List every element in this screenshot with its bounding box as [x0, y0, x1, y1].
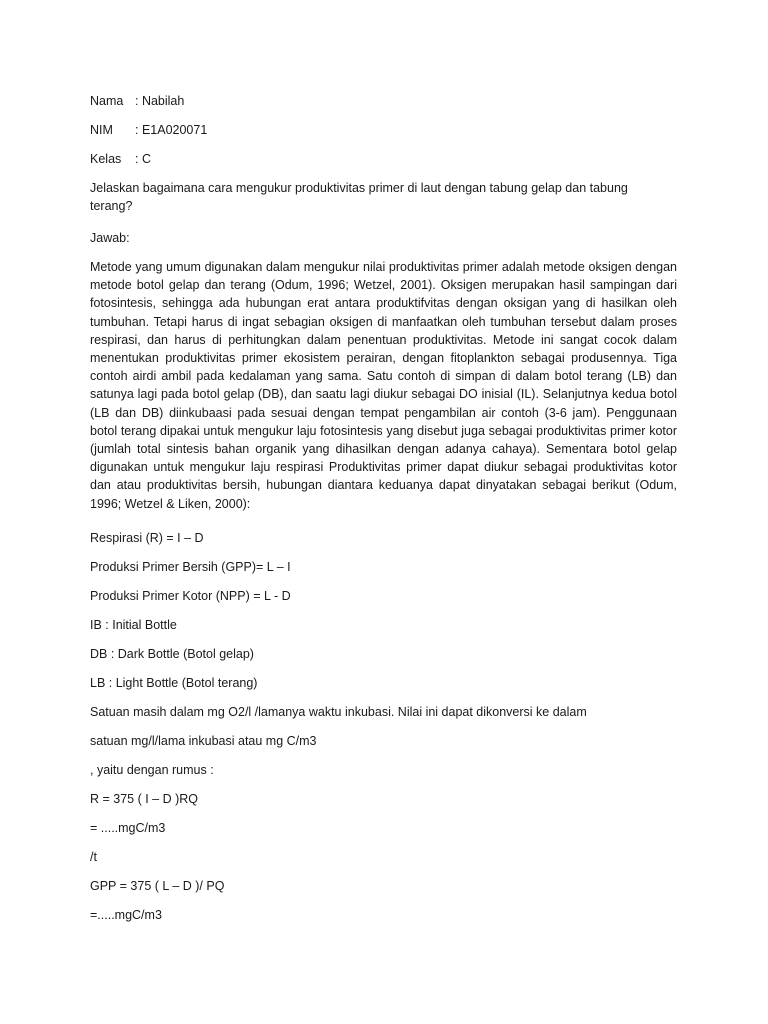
- nim-line: [90, 121, 207, 139]
- unit-note-2: satuan mg/l/lama inkubasi atau mg C/m3: [90, 734, 317, 748]
- formula-r: R = 375 ( I – D )RQ: [90, 792, 199, 806]
- formula-npp: Produksi Primer Kotor (NPP) = L - D: [90, 589, 291, 603]
- definition-lb: LB : Light Bottle (Botol terang): [90, 676, 258, 690]
- name-line: [90, 92, 184, 110]
- class-label: Kelas: [90, 152, 122, 166]
- formula-intro: , yaitu dengan rumus :: [90, 763, 214, 777]
- definition-db: DB : Dark Bottle (Botol gelap): [90, 647, 254, 661]
- name-value: : Nabilah: [135, 94, 185, 108]
- formula-gpp: Produksi Primer Bersih (GPP)= L – I: [90, 560, 291, 574]
- formula-respirasi: Respirasi (R) = I – D: [90, 531, 204, 545]
- answer-label: Jawab:: [90, 231, 130, 245]
- formula-gpp-result: =.....mgC/m3: [90, 908, 162, 922]
- formula-per-t: /t: [90, 850, 97, 864]
- answer-paragraph: Metode yang umum digunakan dalam mengukur nilai produktivitas primer adalah metode oksigen dengan metode botol gelap dan terang (Odum, 1996; Wetzel, 2001). Oksigen merupakan hasil sampingan dari fotosintesis, sehingga ada hubungan erat antara produktifvitas dengan oksigan yang di hasilkan oleh tumbuhan. Tetapi harus di ingat sebagian oksigen di manfaatkan oleh tumbuhan tersebut dalam proses respirasi, dan harus di perhitungkan dalam penentuan produktivitas. Metode ini sangat cocok dalam menentukan produktivitas primer ekosistem perairan, dengan fitoplankton sebagai produsennya. Tiga contoh airdi ambil pada kedalaman yang sama. Satu contoh di simpan di dalam botol terang (LB) dan satunya lagi pada botol gelap (DB), dan saatu lagi diukur sebagai DO inisial (IL). Selanjutnya kedua botol (LB dan DB) diinkubaasi pada sesuai dengan tempat pengambilan air contoh (3-6 jam). Penggunaan botol terang dipakai untuk mengukur laju fotosintesis yang disebut juga sebagai produktivitas primer kotor (jumlah total sintesis bahan organik yang dihasilkan dengan adanya cahaya). Sementara botol gelap digunakan untuk mengukur laju respirasi Produktivitas primer dapat diukur sebagai produktivitas kotor dan atau produktivitas bersih, hubungan diantara keduanya dapat dinyatakan sebagai berikut (Odum, 1996; Wetzel & Liken, 2000):: [90, 260, 677, 511]
- unit-note-1: Satuan masih dalam mg O2/l /lamanya waktu inkubasi. Nilai ini dapat dikonversi ke dalam: [90, 705, 587, 719]
- definition-ib: IB : Initial Bottle: [90, 618, 177, 632]
- class-value: : C: [135, 152, 151, 166]
- nim-value: : E1A020071: [135, 123, 208, 137]
- formula-gpp-calc: GPP = 375 ( L – D )/ PQ: [90, 879, 225, 893]
- nim-label: NIM: [90, 123, 113, 137]
- name-label: Nama: [90, 94, 124, 108]
- question-text: Jelaskan bagaimana cara mengukur produktivitas primer di laut dengan tabung gelap dan tabung terang?: [90, 181, 628, 214]
- class-line: [90, 150, 151, 168]
- formula-r-result: = .....mgC/m3: [90, 821, 166, 835]
